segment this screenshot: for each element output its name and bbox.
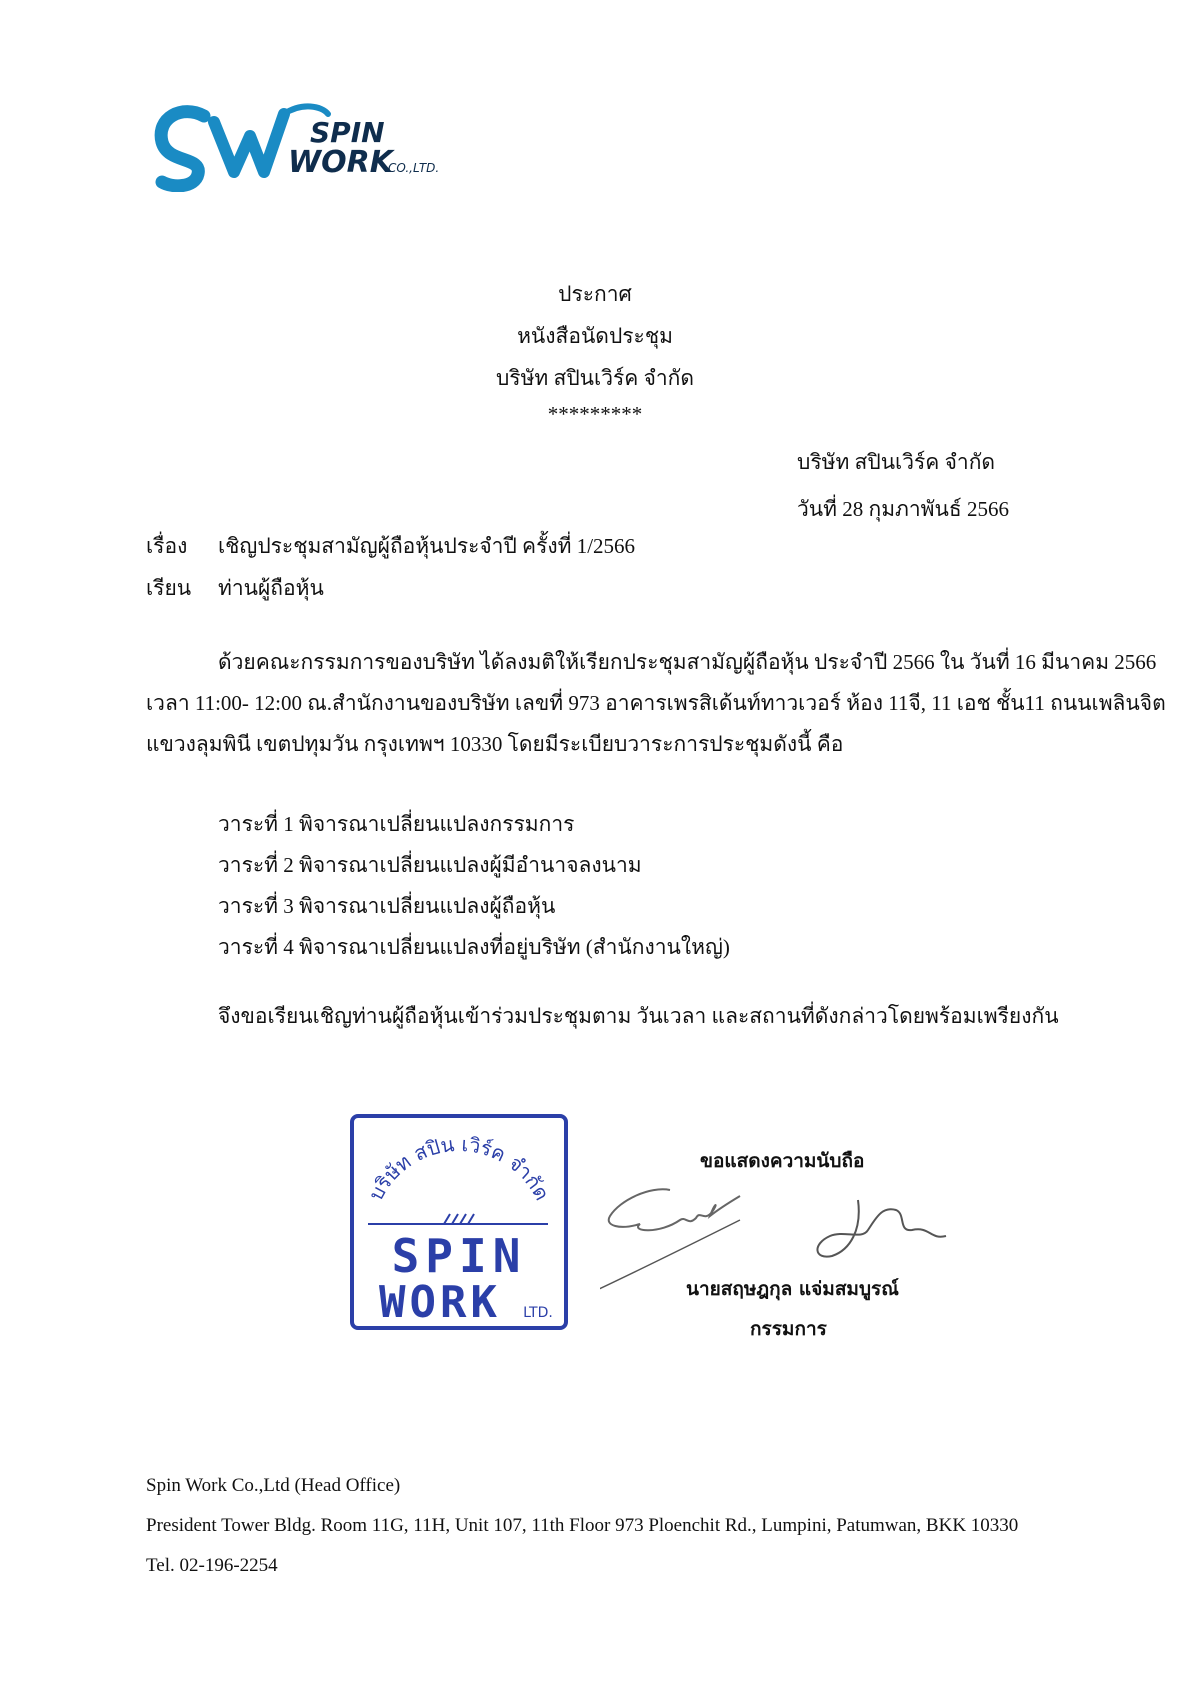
sender-company: บริษัท สปินเวิร์ค จำกัด: [797, 450, 996, 474]
logo-work-text: WORK: [288, 145, 393, 180]
company-stamp: [348, 1112, 570, 1332]
footer-company: Spin Work Co.,Ltd (Head Office): [146, 1475, 401, 1496]
footer-address: [146, 1466, 1018, 1586]
heading-company: บริษัท สปินเวิร์ค จำกัด: [495, 366, 695, 390]
agenda-item: วาระที่ 1 พิจารณาเปลี่ยนแปลงกรรมการ: [218, 812, 575, 836]
agenda-item: วาระที่ 2 พิจารณาเปลี่ยนแปลงผู้มีอำนาจลงนาม: [218, 853, 642, 877]
body-line-2: เวลา 11:00- 12:00 ณ.สำนักงานของบริษัท เลขที่ 973 อาคารเพรสิเด้นท์ทาวเวอร์ ห้อง 11จี, 11 เอช ชั้น11 ถนนเพลินจิต: [146, 691, 1166, 715]
heading-stars: *********: [547, 402, 643, 426]
closing-sentence: จึงขอเรียนเชิญท่านผู้ถือหุ้นเข้าร่วมประชุมตาม วันเวลา และสถานที่ดังกล่าวโดยพร้อมเพรียงกัน: [218, 1004, 1059, 1028]
logo-spin-text: SPIN: [310, 116, 385, 149]
stamp-work-text: WORK: [379, 1277, 501, 1328]
subject-label: เรื่อง: [146, 534, 188, 558]
logo-suffix-text: CO.,LTD.: [388, 161, 440, 175]
agenda-list: [218, 804, 730, 968]
stamp-ltd-text: LTD.: [523, 1305, 553, 1321]
closing-regards: ขอแสดงความนับถือ: [700, 1150, 865, 1172]
body-line-1: ด้วยคณะกรรมการของบริษัท ได้ลงมติให้เรียกประชุมสามัญผู้ถือหุ้น ประจำปี 2566 ใน วันที่ 16 มีนาคม 2566: [218, 650, 1157, 674]
heading-meeting-notice: หนังสือนัดประชุม: [517, 324, 673, 348]
subject-value: เชิญประชุมสามัญผู้ถือหุ้นประจำปี ครั้งที่ 1/2566: [218, 534, 636, 558]
recipient-value: ท่านผู้ถือหุ้น: [218, 576, 324, 600]
logo-graphic: [152, 92, 472, 192]
recipient-label: เรียน: [146, 576, 192, 600]
sender-block: [797, 446, 1009, 540]
agenda-item: วาระที่ 4 พิจารณาเปลี่ยนแปลงที่อยู่บริษัท (สำนักงานใหญ่): [218, 935, 730, 959]
footer-phone: Tel. 02-196-2254: [146, 1555, 278, 1576]
letter-date: วันที่ 28 กุมภาพันธ์ 2566: [797, 497, 1009, 521]
stamp-graphic: [348, 1112, 570, 1332]
body-paragraph: [146, 642, 1166, 765]
body-line-3: แขวงลุมพินี เขตปทุมวัน กรุงเทพฯ 10330 โดยมีระเบียบวาระการประชุมดังนี้ คือ: [146, 732, 844, 756]
stamp-arc-text: บริษัท สปิน เวิร์ค จำกัด: [363, 1132, 555, 1205]
footer-address-line: President Tower Bldg. Room 11G, 11H, Unit 107, 11th Floor 973 Ploenchit Rd., Lumpini, Patumwan, BKK 10330: [146, 1515, 1019, 1536]
stamp-spin-text: SPIN: [391, 1229, 527, 1283]
agenda-item: วาระที่ 3 พิจารณาเปลี่ยนแปลงผู้ถือหุ้น: [218, 894, 556, 918]
company-logo: [152, 92, 472, 192]
signatory-position: กรรมการ: [750, 1318, 827, 1340]
signatory-name: นายสฤษฎกุล แจ่มสมบูรณ์: [686, 1278, 899, 1300]
heading-announcement: ประกาศ: [558, 282, 632, 306]
